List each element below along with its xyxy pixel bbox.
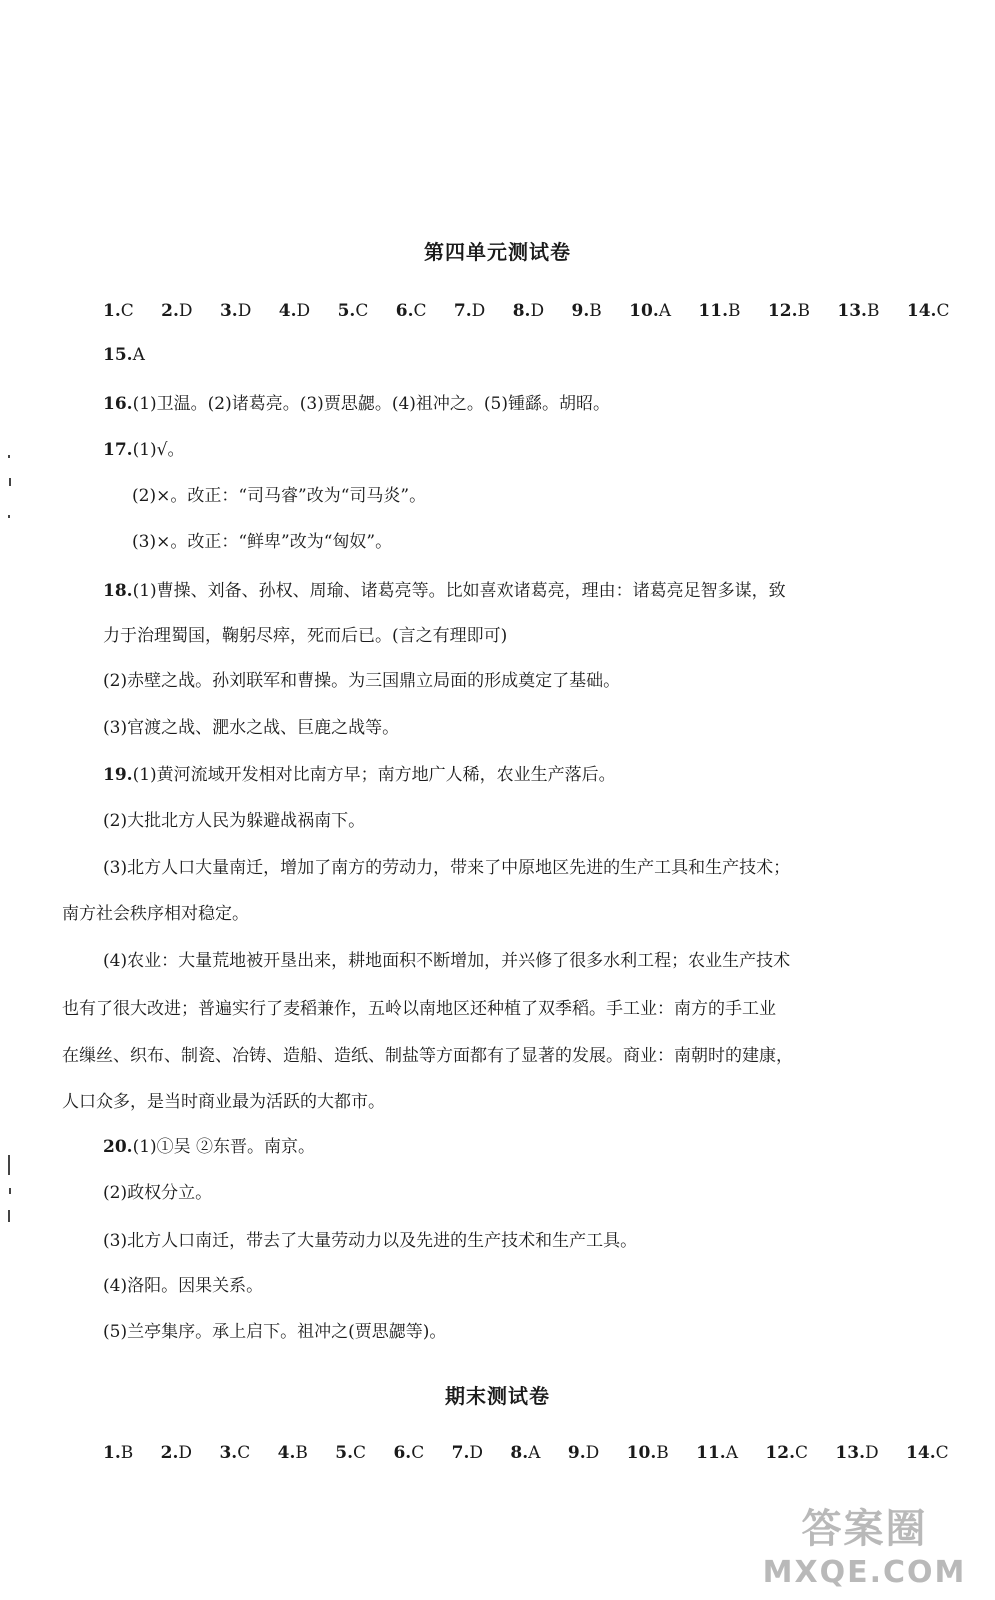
mc-item: 10.A [629, 301, 672, 321]
answer-line: 19.(1)黄河流域开发相对比南方早；南方地广人稀，农业生产落后。 [103, 765, 616, 785]
answer-line: (3)北方人口大量南迁，增加了南方的劳动力，带来了中原地区先进的生产工具和生产技术； [103, 858, 791, 878]
answer-line: 20.(1)①吴 ②东晋。南京。 [103, 1137, 316, 1157]
answer-line: (2)政权分立。 [103, 1183, 213, 1203]
answer-line: (3)×。改正：“鲜卑”改为“匈奴”。 [132, 532, 393, 552]
mc-item: 7.D [453, 301, 486, 321]
answer-line: 南方社会秩序相对稳定。 [62, 904, 249, 924]
mc-item: 11.B [698, 301, 741, 321]
mc-item: 13.B [837, 301, 880, 321]
mc-item: 10.B [626, 1443, 669, 1463]
mc-item: 14.C [906, 301, 950, 321]
mc-item: 2.D [160, 1443, 193, 1463]
mc-item: 6.C [395, 301, 427, 321]
mc-item: 15.A [103, 345, 145, 365]
answer-line: (5)兰亭集序。承上启下。祖冲之(贾思勰等)。 [103, 1322, 447, 1342]
mc-item: 13.D [835, 1443, 879, 1463]
mc-row [103, 344, 167, 366]
scan-mark [8, 1210, 10, 1222]
mc-item: 3.D [219, 301, 252, 321]
section-title-unit4: 第四单元测试卷 [424, 240, 571, 264]
mc-item: 7.D [451, 1443, 484, 1463]
answer-line: (4)农业：大量荒地被开垦出来，耕地面积不断增加，并兴修了很多水利工程；农业生产技术 [103, 951, 791, 971]
mc-row [103, 300, 971, 322]
mc-item: 2.D [161, 301, 193, 321]
mc-item: 1.C [103, 301, 134, 321]
answer-line: (3)官渡之战、淝水之战、巨鹿之战等。 [103, 718, 400, 738]
mc-item: 12.C [765, 1443, 808, 1463]
mc-item: 5.C [335, 1443, 367, 1463]
mc-item: 9.B [571, 301, 602, 321]
answer-line: (2)大批北方人民为躲避战祸南下。 [103, 811, 366, 831]
answer-line: 在缫丝、织布、制瓷、冶铸、造船、造纸、制盐等方面都有了显著的发展。商业：南朝时的建康， [62, 1046, 793, 1066]
answer-line: (4)洛阳。因果关系。 [103, 1276, 264, 1296]
mc-item: 11.A [696, 1443, 738, 1463]
answer-line: 16.(1)卫温。(2)诸葛亮。(3)贾思勰。(4)祖冲之。(5)锺繇。胡昭。 [103, 394, 610, 414]
answer-line: 17.(1)√。 [103, 440, 185, 460]
mc-item: 8.D [512, 301, 545, 321]
mc-item: 8.A [510, 1443, 541, 1463]
answer-line: 也有了很大改进；普遍实行了麦稻兼作，五岭以南地区还种植了双季稻。手工业：南方的手工业 [62, 999, 776, 1019]
mc-item: 9.D [567, 1443, 600, 1463]
mc-item: 12.B [767, 301, 810, 321]
mc-item: 3.C [219, 1443, 251, 1463]
answer-line: 力于治理蜀国，鞠躬尽瘁，死而后已。(言之有理即可) [103, 626, 508, 646]
mc-item: 14.C [906, 1443, 949, 1463]
watermark-logo: 答案圈 MXQE.COM [762, 1505, 967, 1590]
answer-line: (3)北方人口南迁，带去了大量劳动力以及先进的生产技术和生产工具。 [103, 1231, 638, 1251]
answer-line: 18.(1)曹操、刘备、孙权、周瑜、诸葛亮等。比如喜欢诸葛亮，理由：诸葛亮足智多谋，致 [103, 581, 786, 601]
scan-mark [8, 455, 10, 458]
mc-item: 4.B [277, 1443, 308, 1463]
answer-line: 人口众多，是当时商业最为活跃的大都市。 [62, 1092, 385, 1112]
scan-mark [8, 515, 10, 518]
mc-item: 4.D [278, 301, 311, 321]
mc-item: 6.C [393, 1443, 425, 1463]
scan-mark [9, 478, 11, 486]
scan-mark [9, 1188, 11, 1194]
answer-line: (2)×。改正：“司马睿”改为“司马炎”。 [132, 486, 427, 506]
answer-line: (2)赤壁之战。孙刘联军和曹操。为三国鼎立局面的形成奠定了基础。 [103, 671, 621, 691]
scan-mark [8, 1155, 10, 1175]
section-title-final: 期末测试卷 [445, 1384, 550, 1408]
mc-item: 1.B [103, 1443, 134, 1463]
mc-item: 5.C [337, 301, 369, 321]
mc-row [103, 1442, 971, 1464]
